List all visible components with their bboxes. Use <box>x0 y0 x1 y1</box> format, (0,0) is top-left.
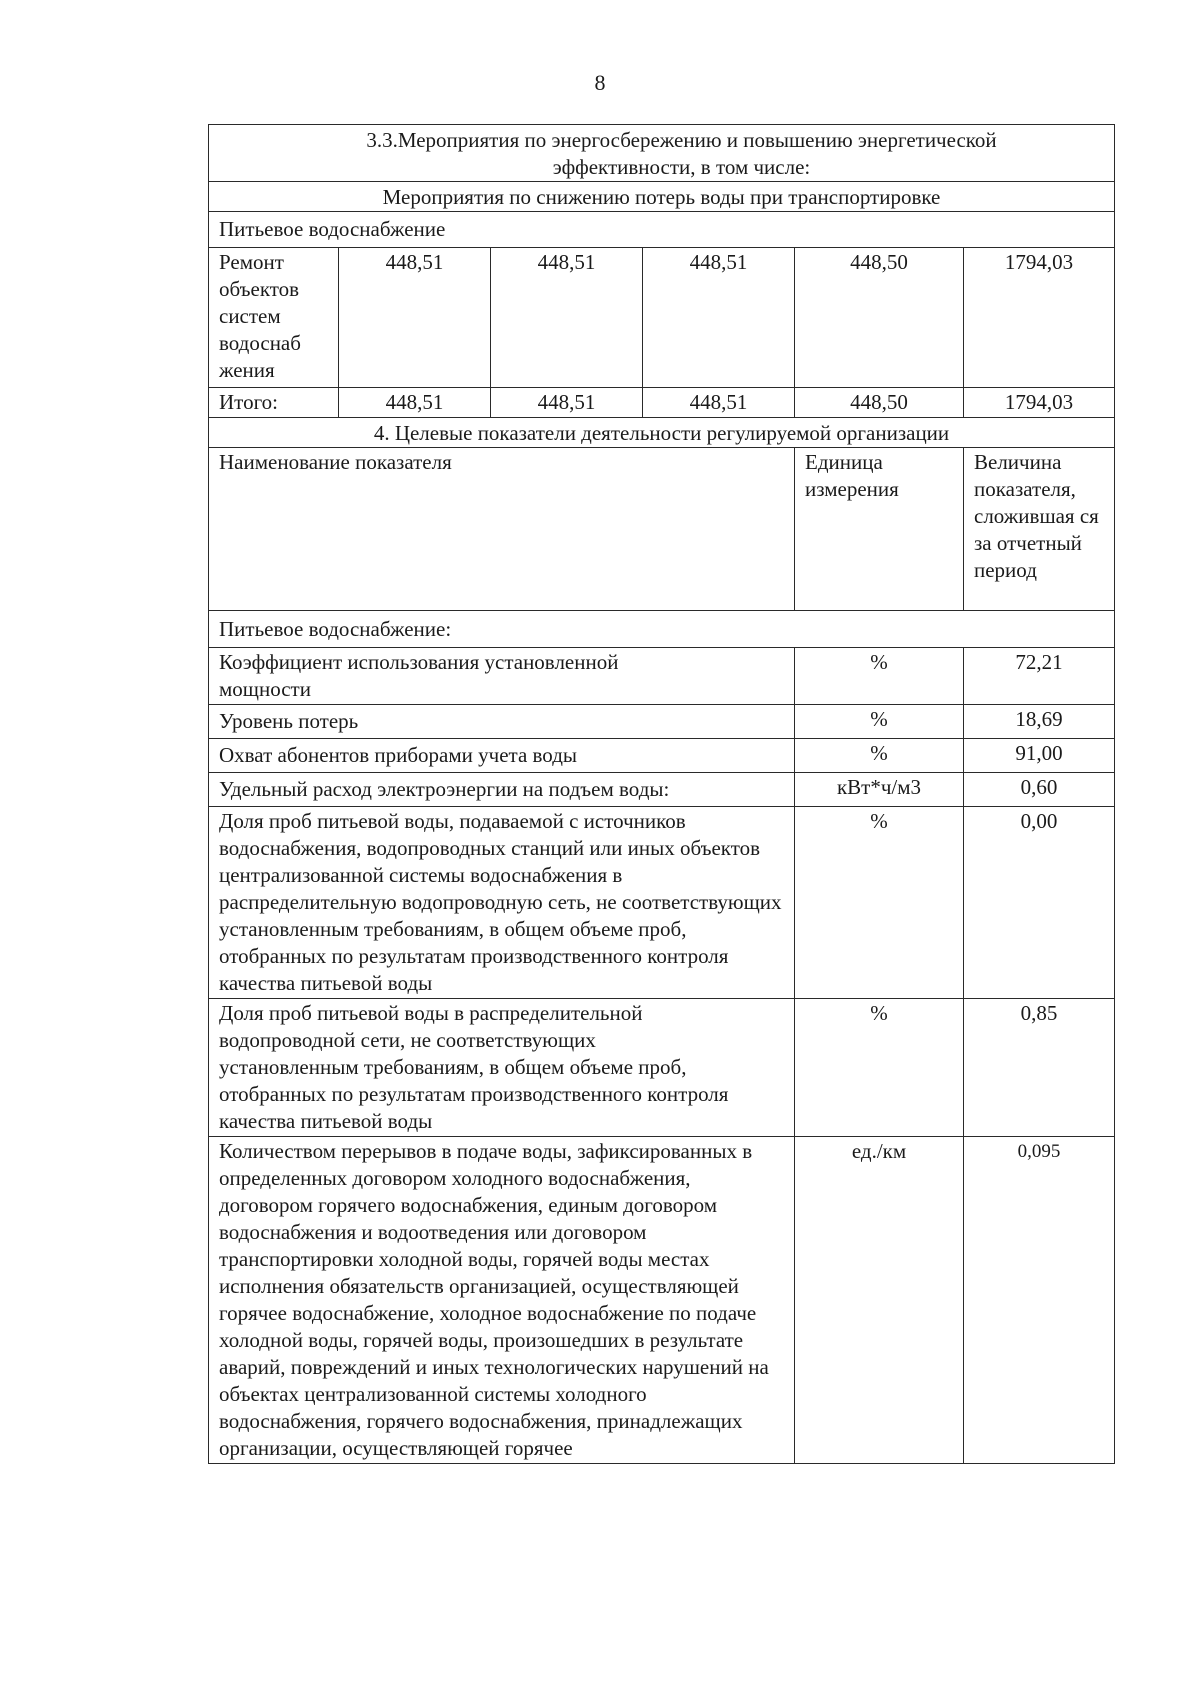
indicator-unit: % <box>795 739 964 773</box>
indicator-value: 0,00 <box>964 807 1115 999</box>
section-4-title-row <box>209 418 1115 448</box>
indicator-unit: % <box>795 807 964 999</box>
section-3-3-group-row <box>209 212 1115 248</box>
section-3-3-group: Питьевое водоснабжение <box>209 212 1115 248</box>
indicator-value: 0,60 <box>964 773 1115 807</box>
indicator-name: Удельный расход электроэнергии на подъем воды: <box>209 773 795 807</box>
measure-value: 1794,03 <box>964 388 1115 418</box>
table-row <box>209 807 1115 999</box>
section-3-3-title: 3.3.Мероприятия по энергосбережению и повышению энергетической эффективности, в том числе: <box>209 125 1115 182</box>
table-row <box>209 705 1115 739</box>
measure-value: 448,51 <box>339 388 491 418</box>
indicator-name: Доля проб питьевой воды, подаваемой с источников водоснабжения, водопроводных станций или иных объектов централизованной системы водоснабжения в распределительную водопроводную сеть, не соответствующих установленным требованиям, в общем объеме проб, отобранных по результатам производственного контроля качества питьевой воды <box>209 807 795 999</box>
indicator-unit: % <box>795 705 964 739</box>
measure-value: 448,51 <box>643 388 795 418</box>
indicator-unit: % <box>795 999 964 1137</box>
indicator-name: Уровень потерь <box>209 705 795 739</box>
section-4-group-row <box>209 611 1115 648</box>
section-3-3-subtitle: Мероприятия по снижению потерь воды при транспортировке <box>209 182 1115 212</box>
table-row <box>209 999 1115 1137</box>
measure-label: Ремонт объектов систем водоснаб жения <box>209 248 339 388</box>
indicator-value: 0,095 <box>964 1137 1115 1464</box>
table-row <box>209 739 1115 773</box>
measure-value: 448,51 <box>339 248 491 388</box>
indicator-name-header: Наименование показателя <box>209 448 795 611</box>
indicator-value-header: Величина показателя, сложившая ся за отчетный период <box>964 448 1115 611</box>
section-4-title: 4. Целевые показатели деятельности регулируемой организации <box>209 418 1115 448</box>
table-row <box>209 773 1115 807</box>
indicator-name: Доля проб питьевой воды в распределительной водопроводной сети, не соответствующих установленным требованиям, в общем объеме проб, отобранных по результатам производственного контроля качества питьевой воды <box>209 999 795 1137</box>
table-row <box>209 648 1115 705</box>
table-row <box>209 1137 1115 1464</box>
indicator-value: 72,21 <box>964 648 1115 705</box>
measure-value: 1794,03 <box>964 248 1115 388</box>
section-4-group: Питьевое водоснабжение: <box>209 611 1115 648</box>
indicator-unit: кВт*ч/м3 <box>795 773 964 807</box>
indicator-name: Охват абонентов приборами учета воды <box>209 739 795 773</box>
indicator-header-row <box>209 448 1115 611</box>
table-row <box>209 248 1115 388</box>
indicator-name: Коэффициент использования установленной мощности <box>209 648 795 705</box>
measure-value: 448,51 <box>491 388 643 418</box>
section-3-3-subtitle-row <box>209 182 1115 212</box>
indicator-name: Количеством перерывов в подаче воды, зафиксированных в определенных договором холодного водоснабжения, договором горячего водоснабжения, единым договором водоснабжения и водоотведения или договором транспортировки холодной воды, горячей воды местах исполнения обязательств организацией, осуществляющей горячее водоснабжение, холодное водоснабжение по подаче холодной воды, горячей воды, произошедших в результате аварий, повреждений и иных технологических нарушений на объектах централизованной системы холодного водоснабжения, горячего водоснабжения, принадлежащих организации, осуществляющей горячее <box>209 1137 795 1464</box>
indicator-value: 0,85 <box>964 999 1115 1137</box>
section-3-3-title-row <box>209 125 1115 182</box>
measure-value: 448,51 <box>491 248 643 388</box>
indicator-unit-header: Единица измерения <box>795 448 964 611</box>
indicator-unit: ед./км <box>795 1137 964 1464</box>
measure-value: 448,50 <box>795 388 964 418</box>
indicator-unit: % <box>795 648 964 705</box>
page-number: 8 <box>594 70 606 95</box>
document-table <box>208 124 1115 1464</box>
measure-label: Итого: <box>209 388 339 418</box>
table-row <box>209 388 1115 418</box>
indicator-value: 91,00 <box>964 739 1115 773</box>
measure-value: 448,50 <box>795 248 964 388</box>
indicator-value: 18,69 <box>964 705 1115 739</box>
measure-value: 448,51 <box>643 248 795 388</box>
